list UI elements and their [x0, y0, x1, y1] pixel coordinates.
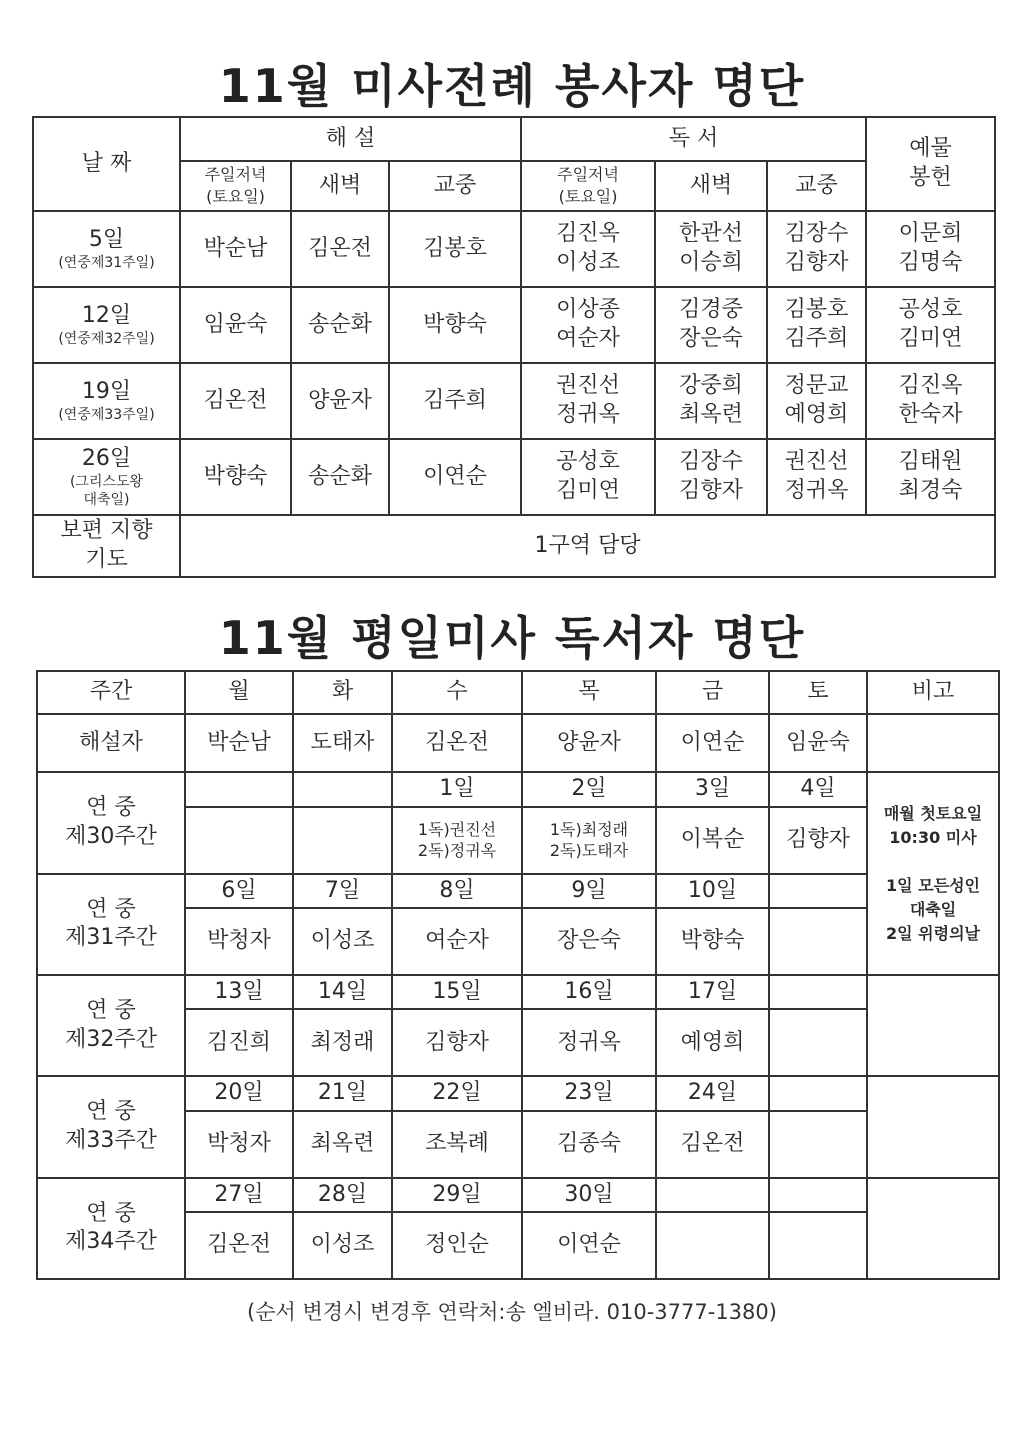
day-reader [656, 1212, 769, 1279]
day-reader: 정인순 [392, 1212, 522, 1279]
day-reader: 1독)최정래 2독)도태자 [522, 807, 656, 874]
day-date: 7일 [293, 874, 392, 908]
subheader-main: 교중 [389, 161, 521, 211]
day-date: 3일 [656, 772, 769, 806]
commentary-dawn: 송순화 [291, 287, 389, 363]
sunday-ministers-table [32, 116, 996, 578]
header-reading: 독 서 [521, 117, 866, 161]
day-date: 27일 [185, 1178, 293, 1212]
day-reader: 김진희 [185, 1009, 293, 1076]
day-date [769, 1076, 867, 1110]
day-reader [769, 908, 867, 975]
narrator-name: 양윤자 [522, 714, 656, 773]
week-dates-row [37, 874, 999, 908]
day-reader: 이복순 [656, 807, 769, 874]
commentary-saturday: 김온전 [180, 363, 291, 439]
commentary-dawn: 김온전 [291, 211, 389, 287]
day-reader: 조복례 [392, 1111, 522, 1178]
schedule-row [33, 287, 995, 363]
day-date: 10일 [656, 874, 769, 908]
day-reader: 장은숙 [522, 908, 656, 975]
commentary-main: 박향숙 [389, 287, 521, 363]
day-reader [769, 1212, 867, 1279]
schedule-row [33, 211, 995, 287]
narrator-name: 박순남 [185, 714, 293, 773]
commentary-dawn: 양윤자 [291, 363, 389, 439]
reading-saturday: 김진옥 이성조 [521, 211, 655, 287]
reading-dawn: 한관선 이승희 [655, 211, 767, 287]
commentary-saturday: 박향숙 [180, 439, 291, 515]
day-reader: 이성조 [293, 908, 392, 975]
reading-dawn: 김장수 김향자 [655, 439, 767, 515]
day-reader: 최옥련 [293, 1111, 392, 1178]
narrator-name: 이연순 [656, 714, 769, 773]
week-label: 연 중 제34주간 [37, 1178, 185, 1279]
weekday-header: 월 [185, 671, 293, 714]
day-date [769, 874, 867, 908]
commentary-main: 김봉호 [389, 211, 521, 287]
commentary-saturday: 임윤숙 [180, 287, 291, 363]
day-reader [185, 807, 293, 874]
reading-main: 권진선 정귀옥 [767, 439, 866, 515]
offering: 이문희 김명숙 [866, 211, 995, 287]
day-date: 28일 [293, 1178, 392, 1212]
schedule-row [33, 363, 995, 439]
reading-main: 정문교 예영희 [767, 363, 866, 439]
day-date: 17일 [656, 975, 769, 1009]
day-reader: 박청자 [185, 908, 293, 975]
day-date [769, 1178, 867, 1212]
weekday-readers-table [36, 670, 1000, 1280]
footer-contact: (순서 변경시 변경후 연락처:송 엘비라. 010-3777-1380) [247, 1300, 777, 1324]
week-dates-row [37, 1178, 999, 1212]
day-date [769, 975, 867, 1009]
day-date: 1일 [392, 772, 522, 806]
subheader-main: 교중 [767, 161, 866, 211]
day-date: 16일 [522, 975, 656, 1009]
reading-dawn: 김경중 장은숙 [655, 287, 767, 363]
day-reader [293, 807, 392, 874]
date-cell: 26일 (그리스도왕 대축일) [33, 439, 180, 515]
day-date: 4일 [769, 772, 867, 806]
weekday-header: 비고 [867, 671, 999, 714]
day-reader: 이성조 [293, 1212, 392, 1279]
day-date: 20일 [185, 1076, 293, 1110]
subheader-dawn: 새벽 [291, 161, 389, 211]
day-reader: 박청자 [185, 1111, 293, 1178]
day-date: 24일 [656, 1076, 769, 1110]
week-label: 연 중 제33주간 [37, 1076, 185, 1177]
day-reader: 이연순 [522, 1212, 656, 1279]
offering: 김태원 최경숙 [866, 439, 995, 515]
week-label: 연 중 제30주간 [37, 772, 185, 873]
weekday-header-row [37, 671, 999, 714]
subheader-dawn: 새벽 [655, 161, 767, 211]
week-dates-row [37, 975, 999, 1009]
reading-main: 김봉호 김주희 [767, 287, 866, 363]
header-date: 날 짜 [33, 117, 180, 211]
remarks-empty [867, 1076, 999, 1177]
day-date: 15일 [392, 975, 522, 1009]
day-date: 6일 [185, 874, 293, 908]
day-reader: 예영희 [656, 1009, 769, 1076]
title-sunday-ministers: 11월 미사전례 봉사자 명단 [218, 59, 806, 113]
reading-saturday: 이상종 여순자 [521, 287, 655, 363]
day-reader: 김온전 [185, 1212, 293, 1279]
day-date: 9일 [522, 874, 656, 908]
narrator-label: 해설자 [37, 714, 185, 773]
day-reader: 최정래 [293, 1009, 392, 1076]
narrator-row [37, 714, 999, 773]
weekday-header: 수 [392, 671, 522, 714]
reading-saturday: 권진선 정귀옥 [521, 363, 655, 439]
week-dates-row [37, 1076, 999, 1110]
reading-saturday: 공성호 김미연 [521, 439, 655, 515]
narrator-name: 김온전 [392, 714, 522, 773]
prayer-value: 1구역 담당 [180, 515, 995, 577]
day-date: 8일 [392, 874, 522, 908]
remarks-empty [867, 1178, 999, 1279]
day-reader: 김향자 [769, 807, 867, 874]
day-reader: 김종숙 [522, 1111, 656, 1178]
prayer-label: 보편 지향 기도 [33, 515, 180, 577]
day-reader: 김향자 [392, 1009, 522, 1076]
subheader-saturday-evening: 주일저녁 (토요일) [180, 161, 291, 211]
day-reader [769, 1111, 867, 1178]
weekday-header: 주간 [37, 671, 185, 714]
day-reader: 여순자 [392, 908, 522, 975]
day-date: 22일 [392, 1076, 522, 1110]
day-reader: 1독)권진선 2독)정귀옥 [392, 807, 522, 874]
remarks-empty [867, 975, 999, 1076]
day-reader: 김온전 [656, 1111, 769, 1178]
schedule-row [33, 439, 995, 515]
header-commentary: 해 설 [180, 117, 521, 161]
day-date: 13일 [185, 975, 293, 1009]
remarks-empty [867, 714, 999, 773]
weekday-header: 금 [656, 671, 769, 714]
weekday-header: 화 [293, 671, 392, 714]
title-weekday-readers: 11월 평일미사 독서자 명단 [218, 611, 806, 665]
header-offering: 예물 봉헌 [866, 117, 995, 211]
day-date [293, 772, 392, 806]
subheader-saturday-evening: 주일저녁 (토요일) [521, 161, 655, 211]
date-cell: 19일 (연중제33주일) [33, 363, 180, 439]
reading-main: 김장수 김향자 [767, 211, 866, 287]
week-label: 연 중 제31주간 [37, 874, 185, 975]
week-label: 연 중 제32주간 [37, 975, 185, 1076]
weekday-header: 토 [769, 671, 867, 714]
day-date: 21일 [293, 1076, 392, 1110]
day-date: 23일 [522, 1076, 656, 1110]
day-date [185, 772, 293, 806]
offering: 김진옥 한숙자 [866, 363, 995, 439]
day-date: 30일 [522, 1178, 656, 1212]
day-reader: 박향숙 [656, 908, 769, 975]
commentary-main: 김주희 [389, 363, 521, 439]
offering: 공성호 김미연 [866, 287, 995, 363]
date-cell: 12일 (연중제32주일) [33, 287, 180, 363]
commentary-dawn: 송순화 [291, 439, 389, 515]
day-date: 2일 [522, 772, 656, 806]
date-cell: 5일 (연중제31주일) [33, 211, 180, 287]
narrator-name: 도태자 [293, 714, 392, 773]
day-reader: 정귀옥 [522, 1009, 656, 1076]
commentary-main: 이연순 [389, 439, 521, 515]
day-date [656, 1178, 769, 1212]
day-date: 29일 [392, 1178, 522, 1212]
day-date: 14일 [293, 975, 392, 1009]
reading-dawn: 강중희 최옥련 [655, 363, 767, 439]
weekday-header: 목 [522, 671, 656, 714]
week-dates-row [37, 772, 999, 806]
remarks-note: 매월 첫토요일 10:30 미사 1일 모든성인 대축일 2일 위령의날 [867, 772, 999, 975]
narrator-name: 임윤숙 [769, 714, 867, 773]
commentary-saturday: 박순남 [180, 211, 291, 287]
day-reader [769, 1009, 867, 1076]
